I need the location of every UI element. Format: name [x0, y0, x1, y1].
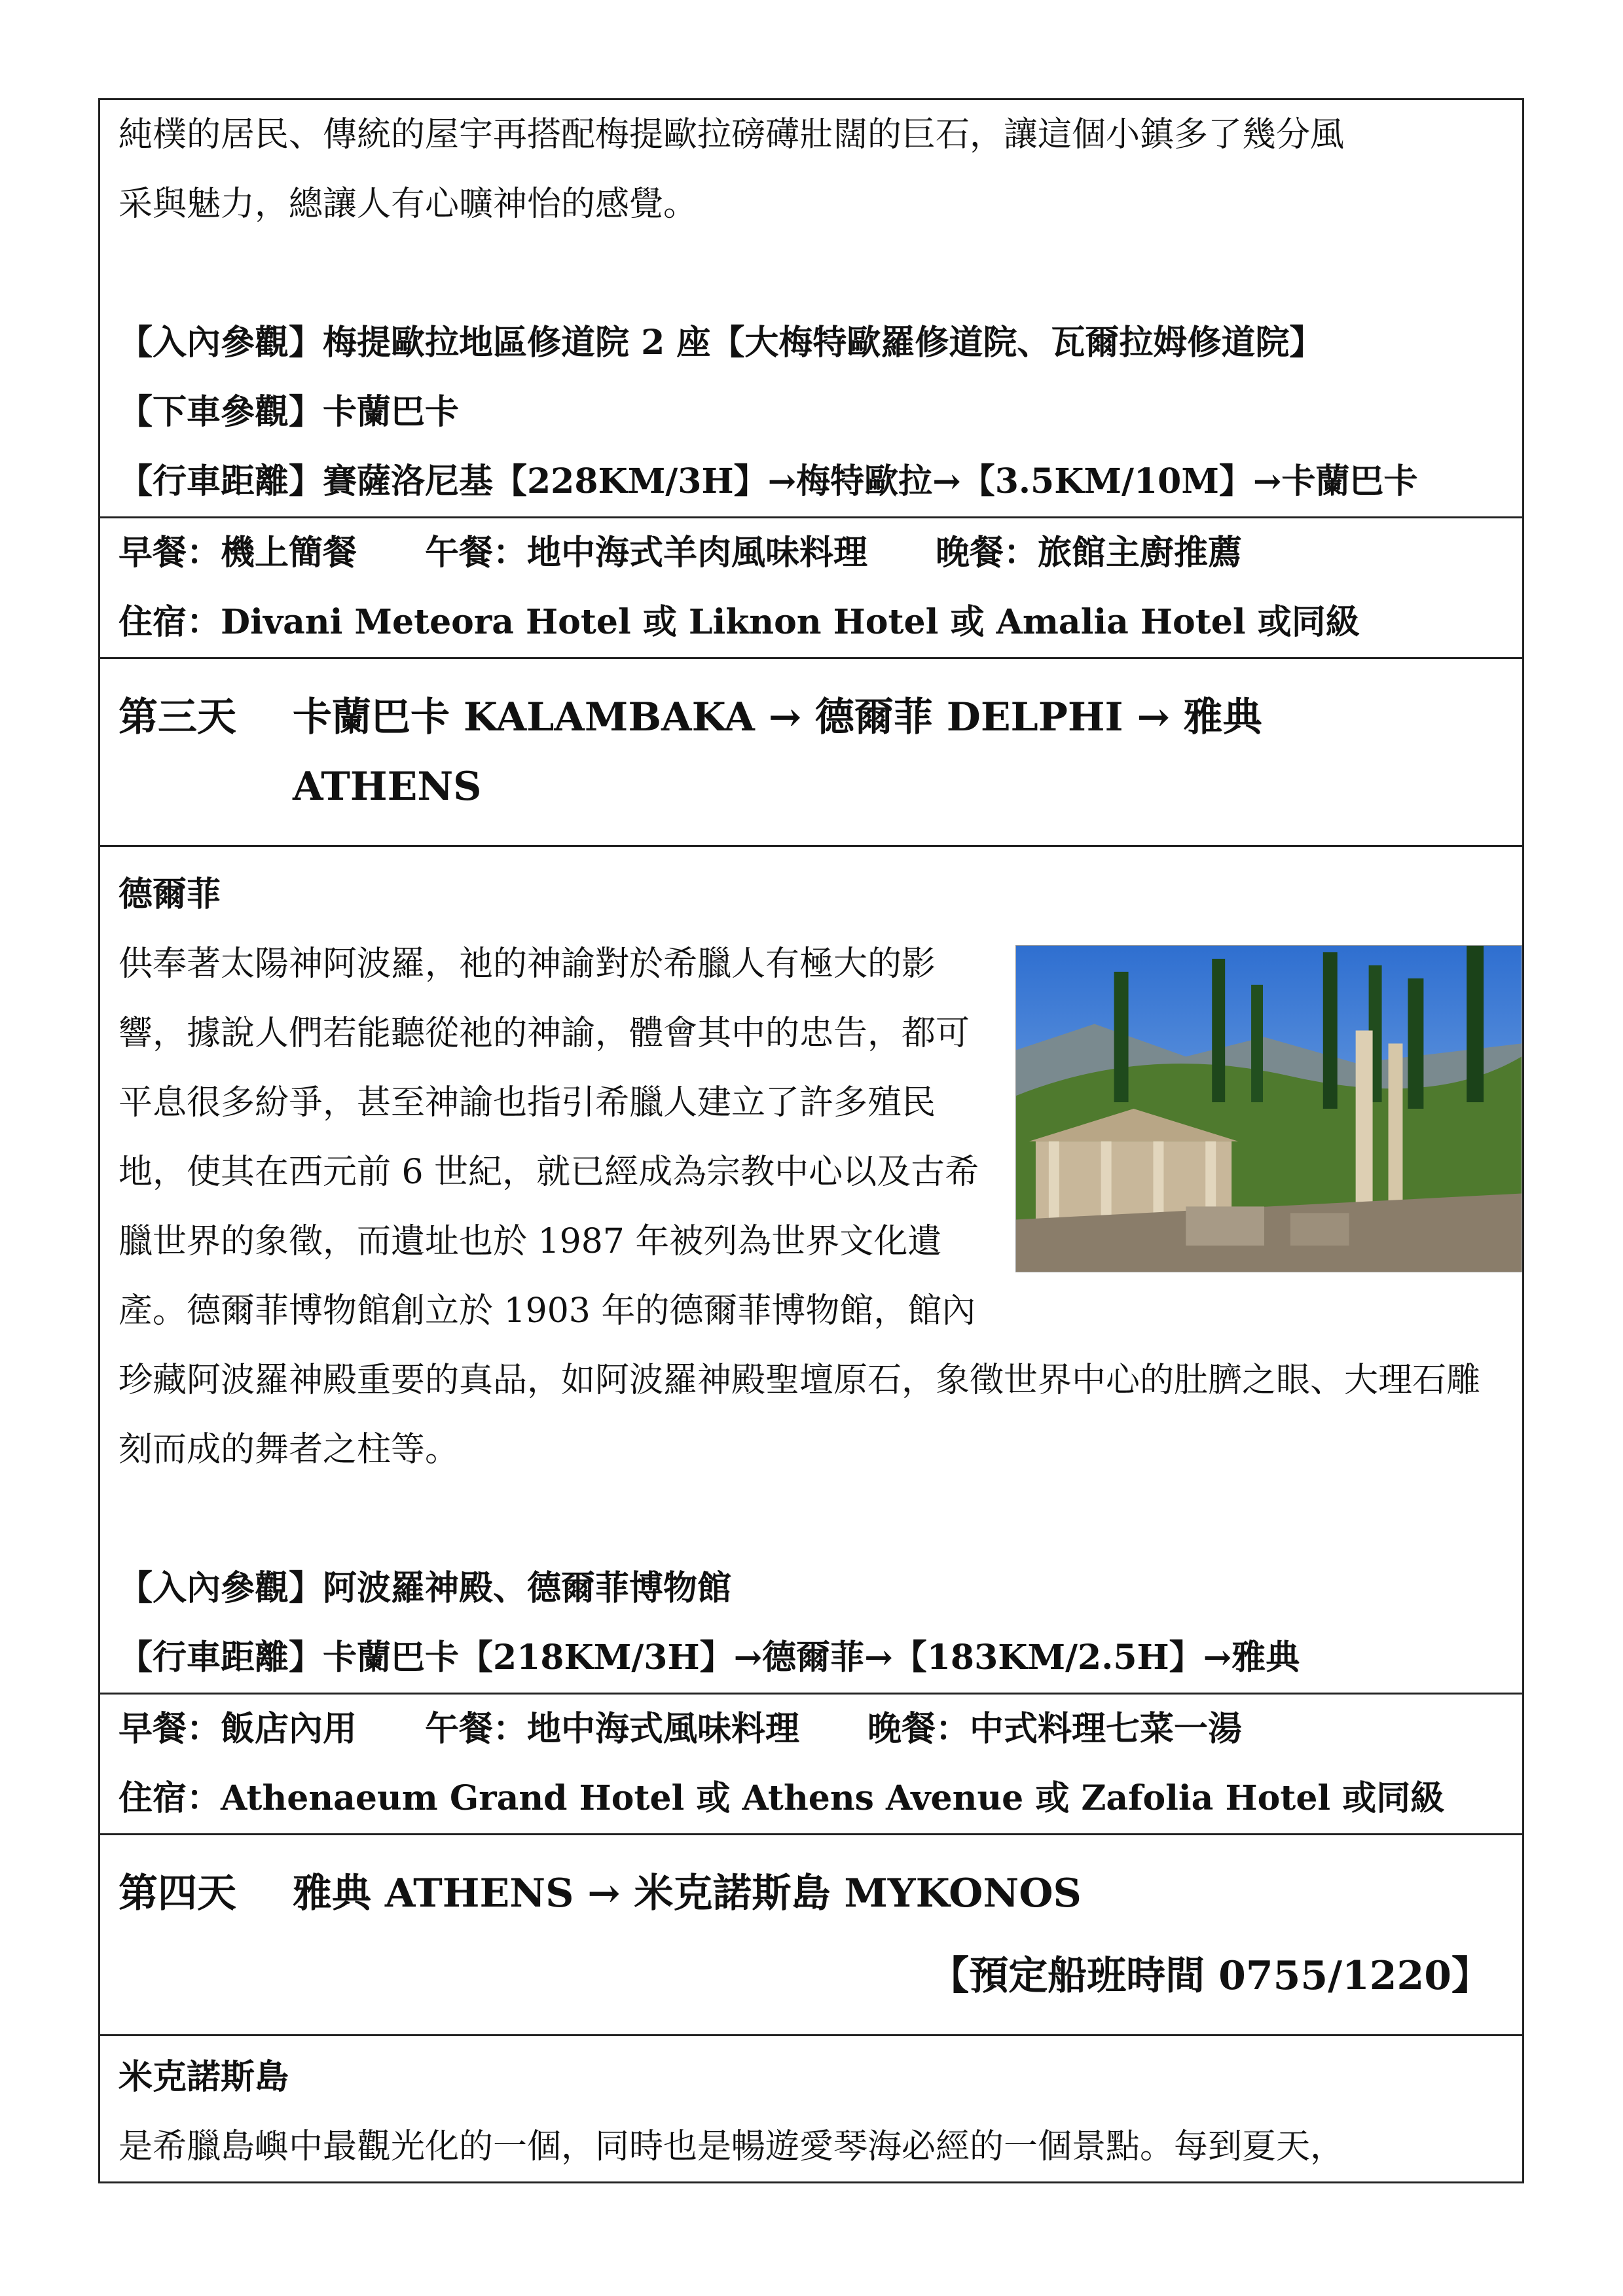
- delphi-section: [100, 847, 1522, 1695]
- itinerary-table: [98, 98, 1524, 2183]
- meals-line: 早餐：機上簡餐 午餐：地中海式羊肉風味料理 晚餐：旅館主廚推薦: [119, 533, 1243, 573]
- delphi-ruins-photo: [1015, 945, 1522, 1272]
- day3-route-line-1: 卡蘭巴卡 KALAMBAKA → 德爾菲 DELPHI → 雅典: [293, 694, 1262, 740]
- day3-route-line-2: ATHENS: [293, 764, 482, 810]
- day4-header: [100, 1835, 1522, 2036]
- mykonos-heading: 米克諾斯島: [119, 2057, 289, 2097]
- visit-outside-line: 【下車參觀】卡蘭巴卡: [119, 392, 460, 432]
- intro-line-2: 采與魅力，總讓人有心曠神怡的感覺。: [119, 185, 698, 224]
- driving-distance-line: 【行車距離】賽薩洛尼基【228KM/3H】→梅特歐拉→【3.5KM/10M】→卡蘭巴卡: [119, 461, 1418, 501]
- day3-route: [293, 683, 1504, 821]
- hotel-line: 住宿：Divani Meteora Hotel 或 Liknon Hotel 或 Amalia Hotel 或同級: [119, 602, 1360, 642]
- delphi-description: 供奉著太陽神阿波羅，祂的神諭對於希臘人有極大的影響，據說人們若能聽從祂的神諭，體會其中的忠告，都可平息很多紛爭，甚至神諭也指引希臘人建立了許多殖民地，使其在西元前 6 世紀，就已經成為宗教中心以及古希臘世界的象徵，而遺址也於 1987 年被列為世界文化遺產。德爾菲博物館創立於 1903 年的德爾菲博物館，館內珍藏阿波羅神殿重要的真品，如阿波羅神殿聖壇原石，象徵世界中心的肚臍之眼、大理石雕刻而成的舞者之柱等。: [119, 944, 1481, 1469]
- intro-line-1: 純樸的居民、傳統的屋宇再搭配梅提歐拉磅礡壯闊的巨石，讓這個小鎮多了幾分風: [119, 115, 1345, 154]
- delphi-visit-inside-line: 【入內參觀】阿波羅神殿、德爾菲博物館: [119, 1568, 732, 1608]
- ferry-schedule: 【預定船班時間 0755/1220】: [930, 1953, 1491, 1999]
- day2-description-section: [100, 100, 1522, 518]
- day4-label: 第四天: [119, 1871, 236, 1916]
- visit-inside-line: 【入內參觀】梅提歐拉地區修道院 2 座【大梅特歐羅修道院、瓦爾拉姆修道院】: [119, 323, 1324, 363]
- day2-meals-section: [100, 518, 1522, 659]
- mykonos-section: [100, 2036, 1522, 2181]
- day3-meals-section: [100, 1695, 1522, 1835]
- delphi-driving-distance-line: 【行車距離】卡蘭巴卡【218KM/3H】→德爾菲→【183KM/2.5H】→雅典: [119, 1638, 1300, 1677]
- day4-route: 雅典 ATHENS → 米克諾斯島 MYKONOS: [293, 1871, 1082, 1916]
- day3-meals-line: 早餐：飯店內用 午餐：地中海式風味料理 晚餐：中式料理七菜一湯: [119, 1709, 1243, 1749]
- day3-label: 第三天: [119, 694, 236, 740]
- mykonos-line-1: 是希臘島嶼中最觀光化的一個，同時也是暢遊愛琴海必經的一個景點。每到夏天，: [119, 2127, 1345, 2166]
- day3-header: [100, 659, 1522, 847]
- day3-hotel-line: 住宿：Athenaeum Grand Hotel 或 Athens Avenue 或 Zafolia Hotel 或同級: [119, 1778, 1445, 1818]
- delphi-heading: 德爾菲: [119, 874, 221, 914]
